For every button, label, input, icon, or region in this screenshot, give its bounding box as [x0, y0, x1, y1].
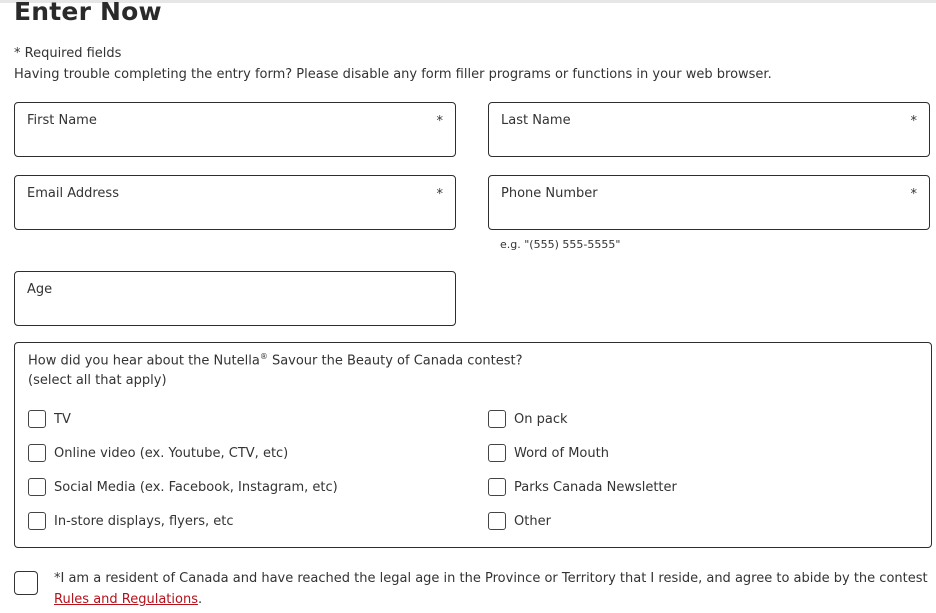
required-fields-note: * Required fields [14, 46, 122, 61]
option-parks-canada-newsletter[interactable] [488, 478, 677, 496]
option-social-media[interactable] [28, 478, 338, 496]
required-asterisk: * [436, 187, 443, 202]
option-label: Word of Mouth [514, 445, 609, 461]
option-tv[interactable] [28, 410, 71, 428]
agree-checkbox[interactable] [14, 571, 38, 595]
agreement-end: . [197, 592, 203, 607]
page-title: Enter Now [14, 0, 162, 26]
referral-question [28, 352, 523, 368]
checkbox[interactable] [28, 478, 46, 496]
phone-field[interactable] [488, 175, 930, 230]
option-other[interactable] [488, 512, 551, 530]
first-name-label: First Name [27, 113, 97, 128]
required-asterisk: * [436, 114, 443, 129]
form-trouble-note: Having trouble completing the entry form? Please disable any form filler programs or functions in your web browser. [14, 67, 772, 82]
option-label: Online video (ex. Youtube, CTV, etc) [54, 445, 289, 461]
last-name-field[interactable] [488, 102, 930, 157]
age-field[interactable] [14, 271, 456, 326]
required-asterisk: * [910, 114, 917, 129]
checkbox[interactable] [28, 444, 46, 462]
referral-question-subtext: (select all that apply) [28, 373, 167, 388]
email-label: Email Address [27, 186, 119, 201]
agreement-text [54, 568, 929, 610]
question-prefix: How did you hear about the Nutella [28, 353, 260, 369]
referral-source-group [14, 342, 932, 548]
option-on-pack[interactable] [488, 410, 568, 428]
option-in-store[interactable] [28, 512, 233, 530]
last-name-label: Last Name [501, 113, 571, 128]
checkbox[interactable] [488, 410, 506, 428]
option-online-video[interactable] [28, 444, 288, 462]
phone-format-hint: e.g. "(555) 555-5555" [500, 238, 621, 251]
option-label: TV [54, 411, 71, 427]
option-label: Other [514, 513, 551, 529]
option-label: Parks Canada Newsletter [514, 479, 677, 495]
registered-mark: ® [259, 352, 268, 361]
rules-and-regulations-link[interactable]: Rules and Regulations [54, 592, 198, 607]
question-suffix: Savour the Beauty of Canada contest? [267, 353, 523, 369]
option-word-of-mouth[interactable] [488, 444, 609, 462]
phone-label: Phone Number [501, 186, 598, 201]
checkbox[interactable] [488, 444, 506, 462]
checkbox[interactable] [488, 512, 506, 530]
option-label: On pack [514, 411, 568, 427]
email-field[interactable] [14, 175, 456, 230]
checkbox[interactable] [28, 410, 46, 428]
checkbox[interactable] [488, 478, 506, 496]
option-label: Social Media (ex. Facebook, Instagram, etc) [54, 479, 338, 495]
checkbox[interactable] [28, 512, 46, 530]
option-label: In-store displays, flyers, etc [54, 513, 234, 529]
age-label: Age [27, 282, 53, 297]
required-asterisk: * [910, 187, 917, 202]
first-name-field[interactable] [14, 102, 456, 157]
agreement-body: *I am a resident of Canada and have reached the legal age in the Province or Territory that I reside, and agree to abide by the contest [54, 571, 928, 586]
